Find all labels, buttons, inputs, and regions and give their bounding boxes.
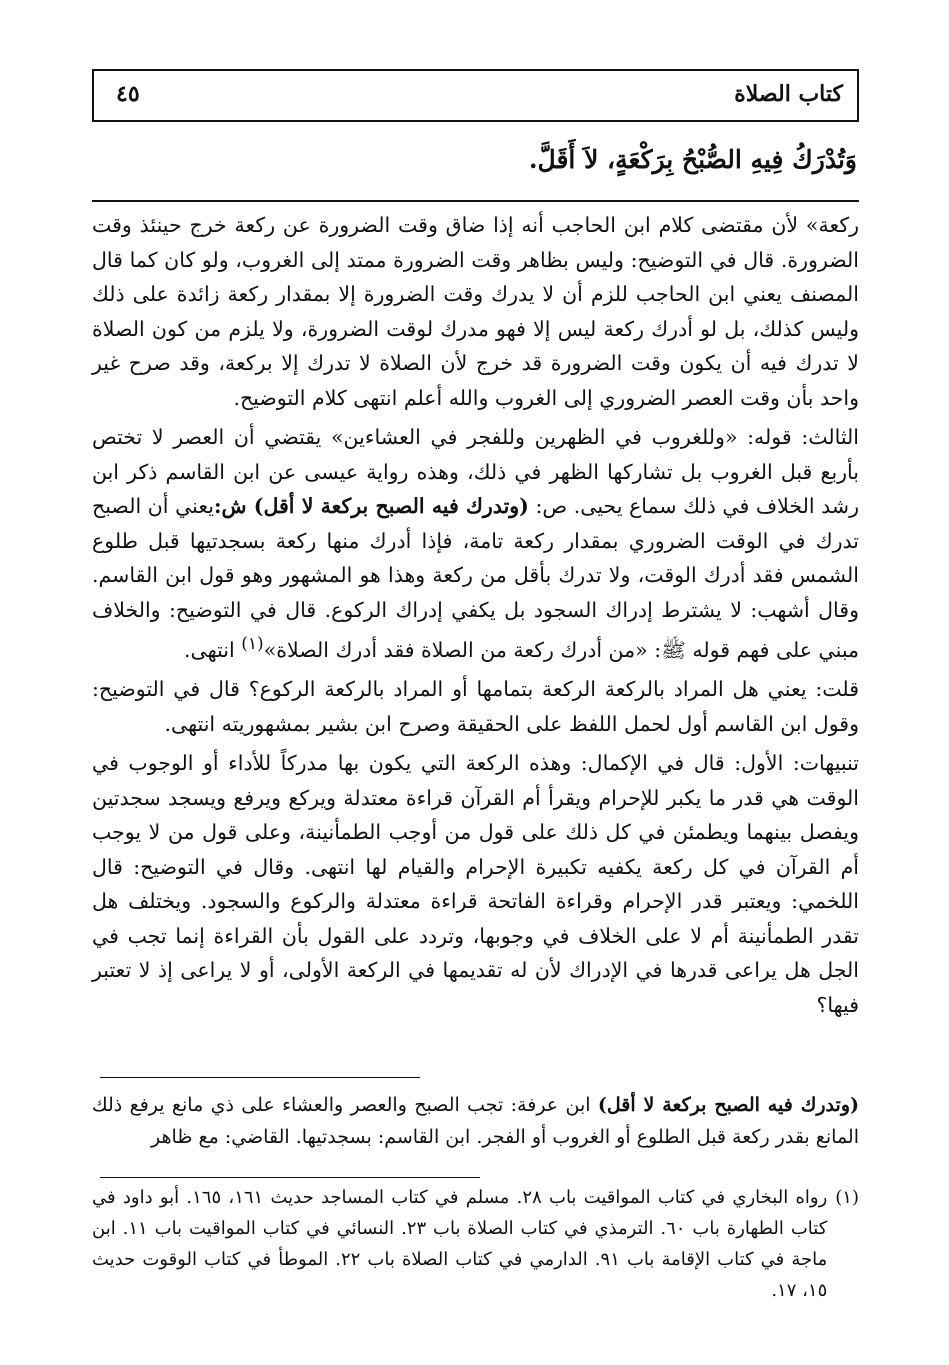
paragraph-3: قلت: يعني هل المراد بالركعة الركعة بتمامها أو المراد بالركعة الركوع؟ قال في التوضيح: وقول ابن القاسم أول لحمل اللفظ على الحقيقة وصرح ابن بشير بمشهوريته انتهى. [92, 677, 859, 736]
paragraph-2-quote: (وتدرك فيه الصبح بركعة لا أقل) ش: [213, 494, 529, 518]
footnote-divider [100, 1177, 480, 1178]
hashiya-body: ابن عرفة: تجب الصبح والعصر والعشاء على ذي مانع يرفع ذلك المانع بقدر ركعة قبل الطلوع أو الغروب أو الفجر. ابن القاسم: بسجدتيها. القاضي: مع ظاهر [92, 1094, 859, 1148]
hashiya-quote: (وتدرك فيه الصبح بركعة لا أقل) [597, 1094, 859, 1116]
commentary-body [92, 208, 859, 1027]
hashiya-divider [100, 1077, 420, 1078]
paragraph-1: ركعة» لأن مقتضى كلام ابن الحاجب أنه إذا ضاق وقت الضرورة عن ركعة خرج حينئذ وقت الضرورة. قال في التوضيح: وليس بظاهر وقت الضرورة ممتد إلى الغروب، ولو كان كما قال المصنف يعني ابن الحاجب للزم أن لا يدرك وقت الضرورة إلا بمقدار ركعة زائدة على ذلك وليس كذلك، بل لو أدرك ركعة ليس إلا فهو مدرك لوقت الضرورة، ولا يلزم من كون الصلاة لا تدرك فيه أن يكون وقت الضرورة قد خرج لأن الصلاة لا تدرك إلا بركعة، وقد صرح غير واحد بأن وقت العصر الضروري إلى الغروب والله أعلم انتهى كلام التوضيح. [92, 213, 859, 410]
hashiya-text [92, 1089, 859, 1153]
paragraph-2-part-a: الثالث: قوله: «وللغروب في الظهرين وللفجر في العشاءين» يقتضي أن العصر لا تختص بأربع قبل الغروب بل تشاركها الظهر في ذلك، وهذه رواية عيسى عن ابن القاسم ذكر ابن رشد الخلاف في ذلك سماع يحيى. ص: [92, 425, 859, 518]
matn-line: وَتُدْرَكُ فِيهِ الصُّبْحُ بِرَكْعَةٍ، لاَ أَقَلَّ. [528, 145, 857, 174]
footnote-text: رواه البخاري في كتاب المواقيت باب ٢٨. مسلم في كتاب المساجد حديث ١٦١، ١٦٥. أبو داود في كتاب الطهارة باب ٦٠. الترمذي في كتاب الصلاة باب ٢٣. النسائي في كتاب المواقيت باب ١١. ابن ماجة في كتاب الإقامة باب ٩١. الدارمي في كتاب الصلاة باب ٢٢. الموطأ في كتاب الوقوت حديث ١٥، ١٧. [92, 1187, 828, 1301]
paragraph-2-part-d: انتهى. [184, 637, 242, 662]
paragraph-2 [92, 420, 859, 667]
footnote-number: (١) [835, 1187, 859, 1208]
page-header [92, 69, 859, 122]
footnote-marker: (١) [241, 634, 264, 654]
paragraph-2-part-c: يعني أن الصبح تدرك في الوقت الضروري بمقدار ركعة تامة، فإذا أدرك منها ركعة بسجدتيها قبل طلوع الشمس فقد أدرك الوقت، ولا تدرك بأقل من ركعة وهذا هو المشهور وهو قول ابن القاسم. وقال أشهب: لا يشترط إدراك السجود بل يكفي إدراك الركوع. قال في التوضيح: والخلاف مبني على فهم قوله ﷺ: «من أدرك ركعة من الصلاة فقد أدرك الصلاة» [92, 494, 859, 662]
chapter-title: كتاب الصلاة [734, 81, 843, 107]
footnote [92, 1182, 859, 1306]
paragraph-4: تنبيهات: الأول: قال في الإكمال: وهذه الركعة التي يكون بها مدركاً للأداء أو الوجوب في الوقت هي قدر ما يكبر للإحرام ويقرأ أم القرآن قراءة معتدلة ويركع ويرفع ويسجد سجدتين ويفصل بينهما ويطمئن في كل ذلك على قول من أوجب الطمأنينة، وعلى قول من لا يوجب أم القرآن في كل ركعة يكفيه تكبيرة الإحرام والقيام لها انتهى. وقال في التوضيح: قال اللخمي: ويعتبر قدر الإحرام وقراءة الفاتحة قراءة معتدلة والركوع والسجود. ويختلف هل تقدر الطمأنينة أم لا على الخلاف في وجوبها، وتردد على القول بأن القراءة إنما تجب في الجل هل يراعى قدرها في الإدراك لأن له تقديمها في الركعة الأولى، أو لا يراعى إذ لا تعتبر فيها؟ [92, 751, 859, 1017]
top-divider [92, 200, 859, 202]
page-number: ٤٥ [116, 81, 140, 107]
